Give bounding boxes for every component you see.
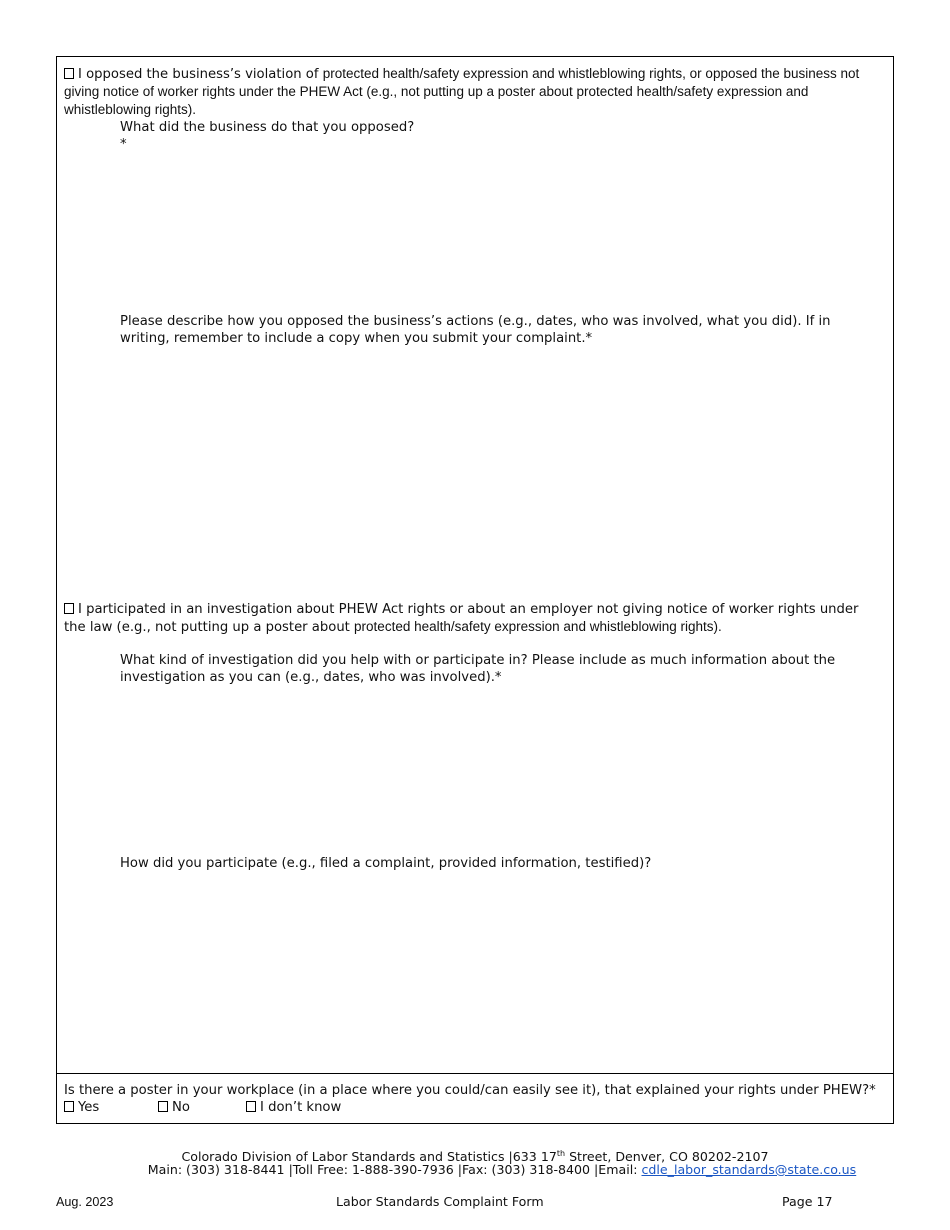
option-dont-know[interactable]	[246, 1099, 341, 1116]
opposed-what-label: What did the business do that you opposed?	[120, 120, 415, 135]
page-number: Page 17	[782, 1194, 833, 1209]
no-checkbox[interactable]	[158, 1101, 168, 1112]
footer-address-rest: Street, Denver, CO 80202-2107	[565, 1149, 769, 1165]
opposed-checkbox-row	[64, 65, 884, 119]
opposed-text-b: protected health/safety expression and whistleblowing rights, or opposed the business not giving notice of worker rights under the PHEW Act (e.g., not putting up a poster about protected health/safety expression and whistleblowing rights).	[64, 66, 860, 117]
form-name: Labor Standards Complaint Form	[336, 1194, 544, 1209]
option-no[interactable]	[158, 1099, 190, 1116]
dont-know-checkbox[interactable]	[246, 1101, 256, 1112]
form-frame	[56, 56, 894, 1124]
required-mark: *	[120, 137, 127, 152]
investigation-kind-question: What kind of investigation did you help with or participate in? Please include as much information about the investigation as you can (e.g., dates, who was involved).*	[120, 653, 836, 685]
footer-contacts	[0, 1162, 950, 1178]
participated-text-a: I participated in an investigation about PHEW Act rights or about an employer not giving notice of worker rights under the law (e.g., not putting up a poster about	[64, 602, 859, 635]
opposed-how-answer-field[interactable]	[120, 349, 880, 589]
poster-question: Is there a poster in your workplace (in a place where you could/can easily see it), that explained your rights under PHEW?*	[64, 1083, 876, 1098]
revision-date: Aug. 2023	[56, 1195, 114, 1209]
section-divider	[57, 1073, 893, 1074]
participation-how-question: How did you participate (e.g., filed a complaint, provided information, testified)?	[120, 856, 652, 871]
opposed-what-question	[120, 119, 880, 153]
footer-contacts-text: Main: (303) 318-8441 |Toll Free: 1-888-390-7936 |Fax: (303) 318-8400 |Email:	[147, 1162, 642, 1177]
opposed-what-answer-field[interactable]	[120, 155, 880, 305]
participation-how-answer-field[interactable]	[120, 881, 880, 1061]
opposed-text-a: I opposed the business’s violation of	[78, 67, 323, 82]
footer-address-text: Colorado Division of Labor Standards and Statistics |633 17	[181, 1149, 557, 1165]
option-yes[interactable]	[64, 1099, 99, 1116]
opposed-how-question: Please describe how you opposed the business’s actions (e.g., dates, who was involved, what you did). If in writing, remember to include a copy when you submit your complaint.*	[120, 314, 831, 346]
dont-know-label: I don’t know	[260, 1100, 342, 1115]
no-label: No	[172, 1100, 190, 1115]
opposed-checkbox[interactable]	[64, 68, 74, 79]
participated-checkbox-row	[64, 601, 874, 636]
participated-checkbox[interactable]	[64, 603, 74, 614]
footer-address-sup: th	[556, 1149, 566, 1158]
email-link[interactable]: cdle_labor_standards@state.co.us	[641, 1162, 857, 1177]
participated-text-b: protected health/safety expression and whistleblowing rights).	[354, 619, 722, 634]
investigation-kind-answer-field[interactable]	[120, 689, 880, 839]
yes-checkbox[interactable]	[64, 1101, 74, 1112]
yes-label: Yes	[78, 1100, 100, 1115]
